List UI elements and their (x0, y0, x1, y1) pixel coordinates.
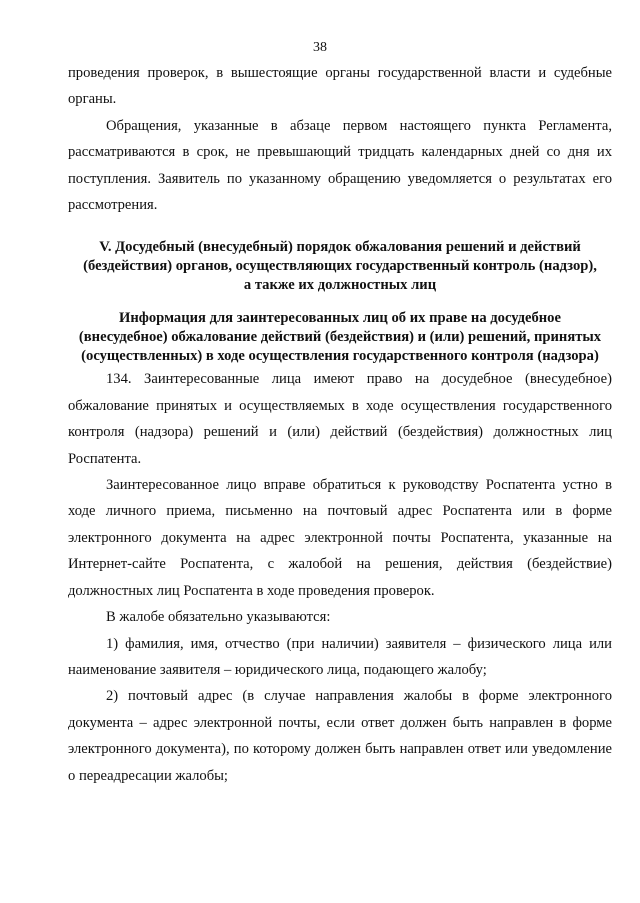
subsection-heading-line-3: (осуществленных) в ходе осуществления государственного контроля (надзора) (81, 348, 599, 365)
paragraph-134: 134. Заинтересованные лица имеют право на досудебное (внесудебное) обжалование принятых и осуществляемых в ходе осуществления государственного контроля (надзора) решений и (или) действий (бездействия) должностных лиц Роспатента. (68, 371, 612, 467)
list-item-1: 1) фамилия, имя, отчество (при наличии) заявителя – физического лица или наименование заявителя – юридического лица, подающего жалобу; (68, 635, 612, 678)
section-heading (68, 238, 612, 295)
section-heading-line-3: а также их должностных лиц (243, 277, 437, 294)
list-item-2: 2) почтовый адрес (в случае направления жалобы в форме электронного документа – адрес электронной почты, если ответ должен быть направлен в форме электронного документа), по которому должен быть направлен ответ или уведомление о переадресации жалобы; (68, 688, 612, 784)
paragraph-appeals-deadline: Обращения, указанные в абзаце первом настоящего пункта Регламента, рассматриваются в срок, не превышающий тридцать календарных дней со дня их поступления. Заявитель по указанному обращению уведомляется о результатах его рассмотрения. (68, 117, 612, 214)
page-content (68, 60, 612, 789)
paragraph-appeal-channels: Заинтересованное лицо вправе обратиться к руководству Роспатента устно в ходе личного приема, письменно на почтовый адрес Роспатента или в форме электронного документа на адрес электронной почты Роспатента, указанные на Интернет-сайте Роспатента, с жалобой на решения, действия (бездействие) должностных лиц Роспатента в ходе проведения проверок. (68, 477, 612, 599)
subsection-heading (68, 309, 612, 366)
page-number: 38 (313, 40, 327, 55)
section-heading-line-2: (бездействия) органов, осуществляющих государственный контроль (надзор), (83, 258, 597, 275)
section-heading-line-1: V. Досудебный (внесудебный) порядок обжалования решений и действий (99, 239, 581, 256)
subsection-heading-line-2: (внесудебное) обжалование действий (бездействия) и (или) решений, принятых (78, 329, 602, 346)
subsection-heading-line-1: Информация для заинтересованных лиц об их праве на досудебное (119, 310, 561, 327)
paragraph-complaint-requirements: В жалобе обязательно указываются: (106, 609, 331, 626)
paragraph-continuation: проведения проверок, в вышестоящие органы государственной власти и судебные органы. (68, 65, 612, 108)
